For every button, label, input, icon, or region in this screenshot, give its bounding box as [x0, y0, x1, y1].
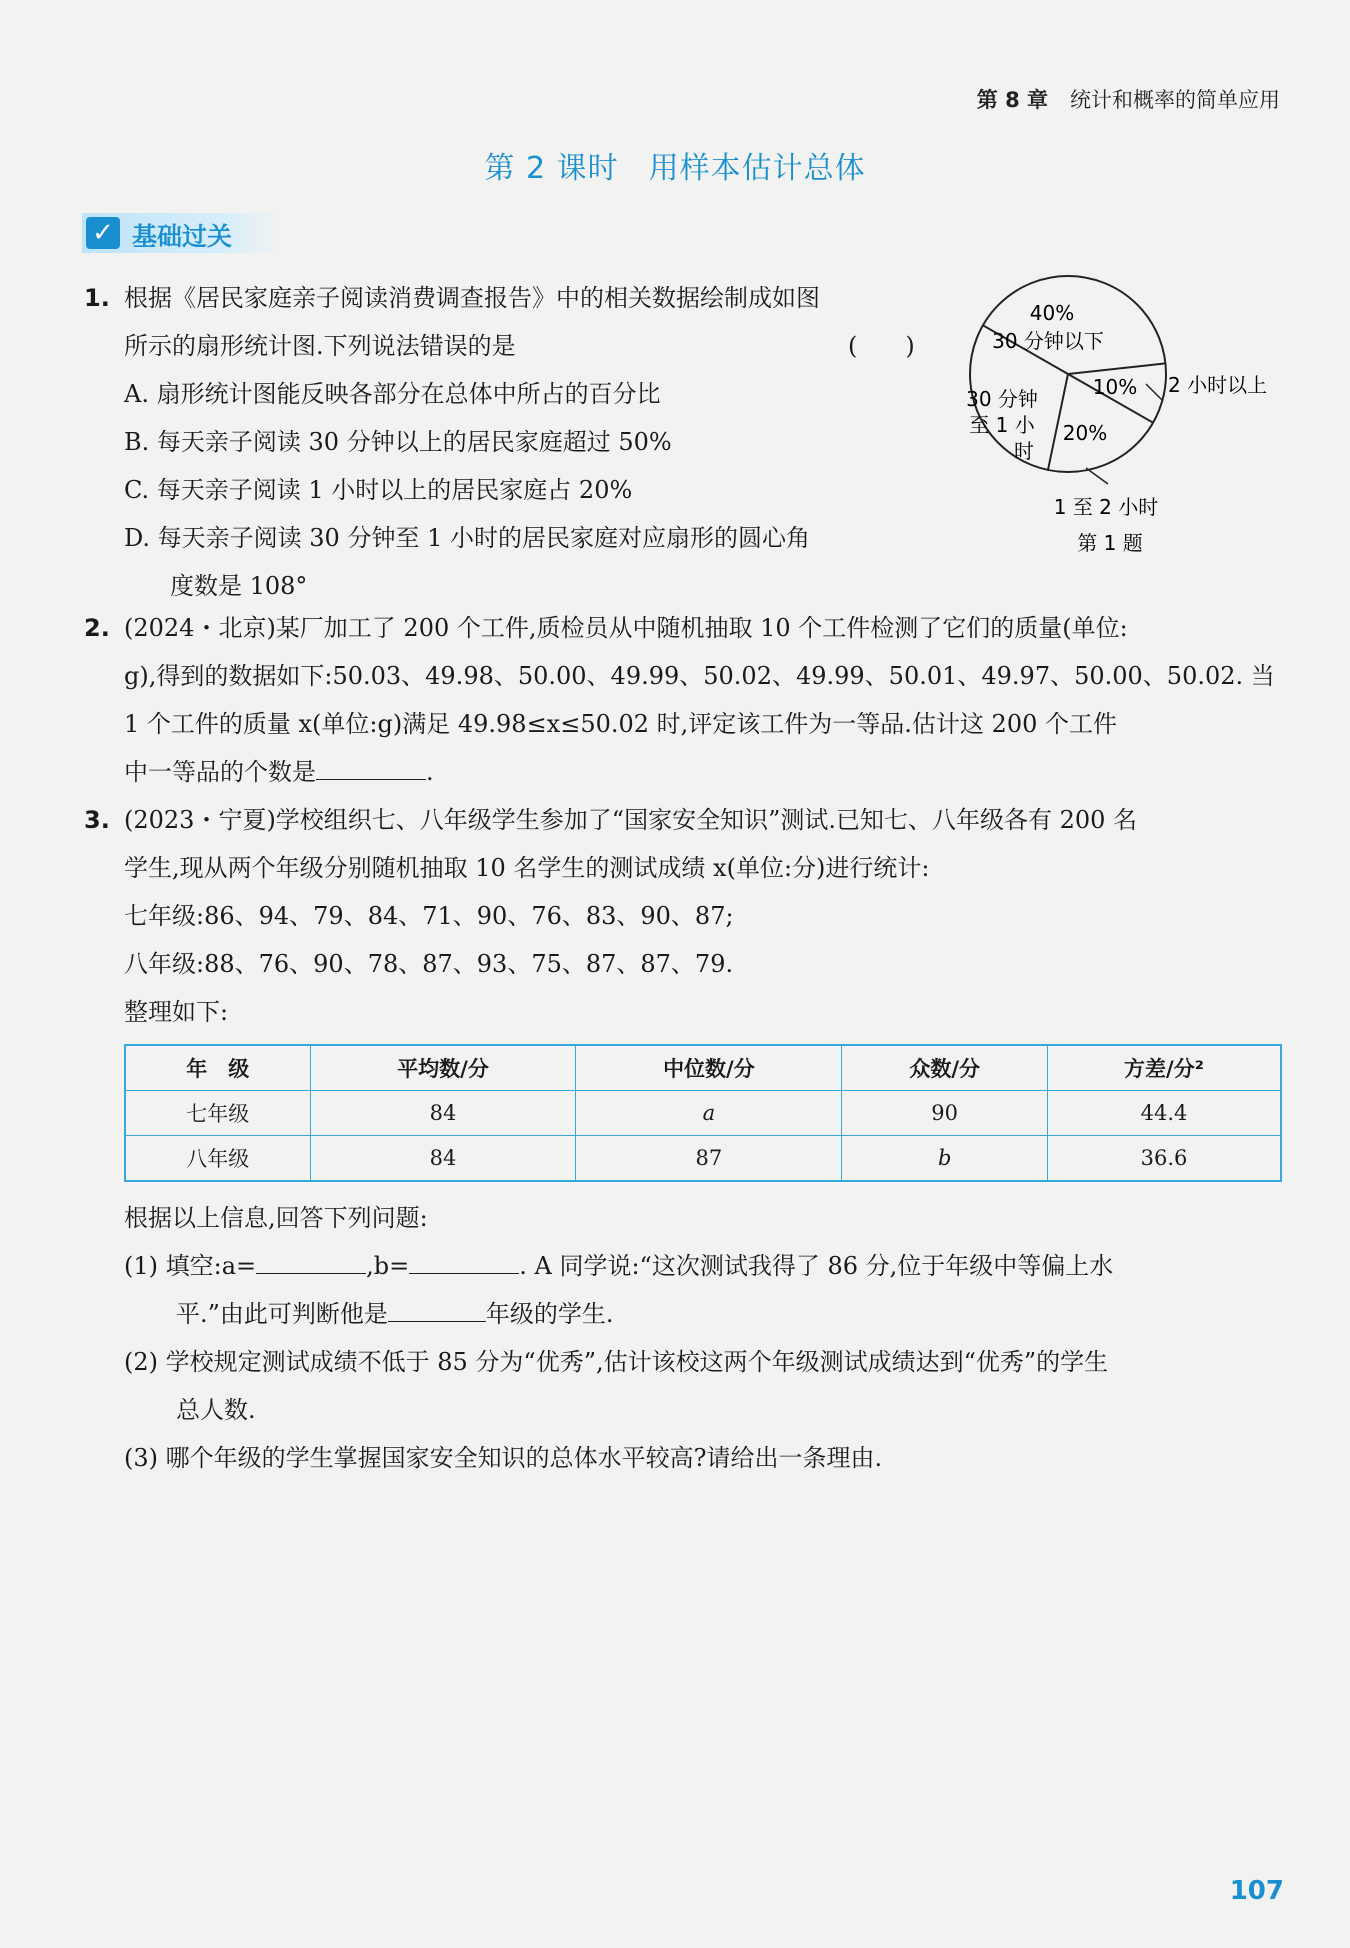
lesson-name: 用样本估计总体 — [648, 151, 866, 186]
pie-label-30to1h-line2: 至 1 小 — [969, 413, 1035, 437]
table-cell: 44.4 — [1047, 1091, 1281, 1136]
q1-stem-line2: 所示的扇形统计图.下列说法错误的是 — [124, 332, 516, 360]
chapter-number: 第 8 章 — [976, 88, 1048, 112]
table-row — [125, 1091, 1281, 1136]
q3-part2-line2: 总人数. — [176, 1396, 256, 1424]
q1-option-d-cont: 度数是 108° — [170, 572, 308, 600]
table-cell: b — [842, 1136, 1048, 1182]
lesson-title — [0, 143, 1350, 187]
q1-number: 1. — [84, 284, 110, 312]
figure-caption: 第 1 题 — [1077, 531, 1143, 555]
q2-line2: g),得到的数据如下:50.03、49.98、50.00、49.99、50.02、49.99、50.01、49.97、50.00、50.02. 当 — [124, 662, 1275, 690]
q1-option-d: D. 每天亲子阅读 30 分钟至 1 小时的居民家庭对应扇形的圆心角 — [124, 524, 810, 552]
table-cell: a — [576, 1091, 842, 1136]
pie-label-30to1h-line1: 30 分钟 — [966, 387, 1038, 411]
q1-option-c: C. 每天亲子阅读 1 小时以上的居民家庭占 20% — [124, 476, 633, 504]
q3-blank-grade[interactable] — [388, 1297, 486, 1322]
table-cell: 八年级 — [125, 1136, 310, 1182]
q2-line3: 1 个工件的质量 x(单位:g)满足 49.98≤x≤50.02 时,评定该工件为一等品.估计这 200 个工件 — [124, 710, 1117, 738]
table-cell: 90 — [842, 1091, 1048, 1136]
pie-leader-1to2h — [1086, 468, 1108, 484]
table-header: 平均数/分 — [310, 1045, 576, 1091]
pie-label-under30: 30 分钟以下 — [992, 329, 1104, 353]
q1-option-a: A. 扇形统计图能反映各部分在总体中所占的百分比 — [124, 380, 661, 408]
pie-label-30to1h-line3: 时 — [1014, 439, 1034, 463]
q1-option-b: B. 每天亲子阅读 30 分钟以上的居民家庭超过 50% — [124, 428, 672, 456]
q3-part1-line2: 平.”由此可判断他是 年级的学生. — [176, 1290, 614, 1338]
section-title: 基础过关 — [132, 222, 233, 251]
q3-organize: 整理如下: — [124, 998, 229, 1026]
q3-part3: (3) 哪个年级的学生掌握国家安全知识的总体水平较高?请给出一条理由. — [124, 1444, 883, 1472]
table-cell: 87 — [576, 1136, 842, 1182]
stats-table — [124, 1044, 1282, 1182]
q3-line2: 学生,现从两个年级分别随机抽取 10 名学生的测试成绩 x(单位:分)进行统计: — [124, 854, 930, 882]
pie-slice-boundary-1 — [1068, 363, 1165, 374]
q3-intro: 根据以上信息,回答下列问题: — [124, 1204, 428, 1232]
q3-blank-b[interactable] — [409, 1249, 519, 1274]
table-header: 众数/分 — [842, 1045, 1048, 1091]
q3-part2-line1: (2) 学校规定测试成绩不低于 85 分为“优秀”,估计该校这两个年级测试成绩达到“优秀”的学生 — [124, 1348, 1109, 1376]
lesson-number: 第 2 课时 — [484, 151, 619, 186]
table-header: 年 级 — [125, 1045, 310, 1091]
q3-number: 3. — [84, 806, 110, 834]
chapter-title: 统计和概率的简单应用 — [1070, 88, 1280, 112]
pie-label-under30-pct: 40% — [1029, 301, 1075, 325]
table-header: 中位数/分 — [576, 1045, 842, 1091]
q3-line1: (2023・宁夏)学校组织七、八年级学生参加了“国家安全知识”测试.已知七、八年级各有 200 名 — [124, 806, 1138, 834]
table-cell: 84 — [310, 1091, 576, 1136]
q2-answer-blank[interactable] — [316, 755, 426, 780]
q3-grade8-data: 八年级:88、76、90、78、87、93、75、87、87、79. — [124, 950, 734, 978]
table-header: 方差/分² — [1047, 1045, 1281, 1091]
q1-stem-line1: 根据《居民家庭亲子阅读消费调查报告》中的相关数据绘制成如图 — [124, 284, 820, 312]
q3-blank-a[interactable] — [256, 1249, 366, 1274]
q1-answer-paren: ( ) — [848, 332, 915, 360]
pie-leader-over2h — [1146, 384, 1162, 400]
section-banner — [82, 213, 282, 253]
table-cell: 七年级 — [125, 1091, 310, 1136]
q3-part1-line1: (1) 填空:a= ,b= . A 同学说:“这次测试我得了 86 分,位于年级中等偏上水 — [124, 1242, 1113, 1290]
chapter-header — [977, 84, 1280, 114]
table-cell: 36.6 — [1047, 1136, 1281, 1182]
q3-grade7-data: 七年级:86、94、79、84、71、90、76、83、90、87; — [124, 902, 734, 930]
pie-label-over2h: 2 小时以上 — [1168, 373, 1268, 397]
checkbox-icon: ✓ — [86, 217, 120, 249]
pie-label-1to2h-pct: 20% — [1062, 421, 1108, 445]
table-cell: 84 — [310, 1136, 576, 1182]
page-number: 107 — [1229, 1876, 1284, 1906]
table-row — [125, 1136, 1281, 1182]
q2-line1: (2024・北京)某厂加工了 200 个工件,质检员从中随机抽取 10 个工件检测了它们的质量(单位: — [124, 614, 1128, 642]
pie-chart — [930, 270, 1290, 570]
q2-line4: 中一等品的个数是 . — [124, 748, 434, 796]
q2-number: 2. — [84, 614, 110, 642]
table-header-row — [125, 1045, 1281, 1091]
pie-label-over2h-pct: 10% — [1092, 375, 1138, 399]
pie-label-1to2h: 1 至 2 小时 — [1053, 495, 1159, 519]
